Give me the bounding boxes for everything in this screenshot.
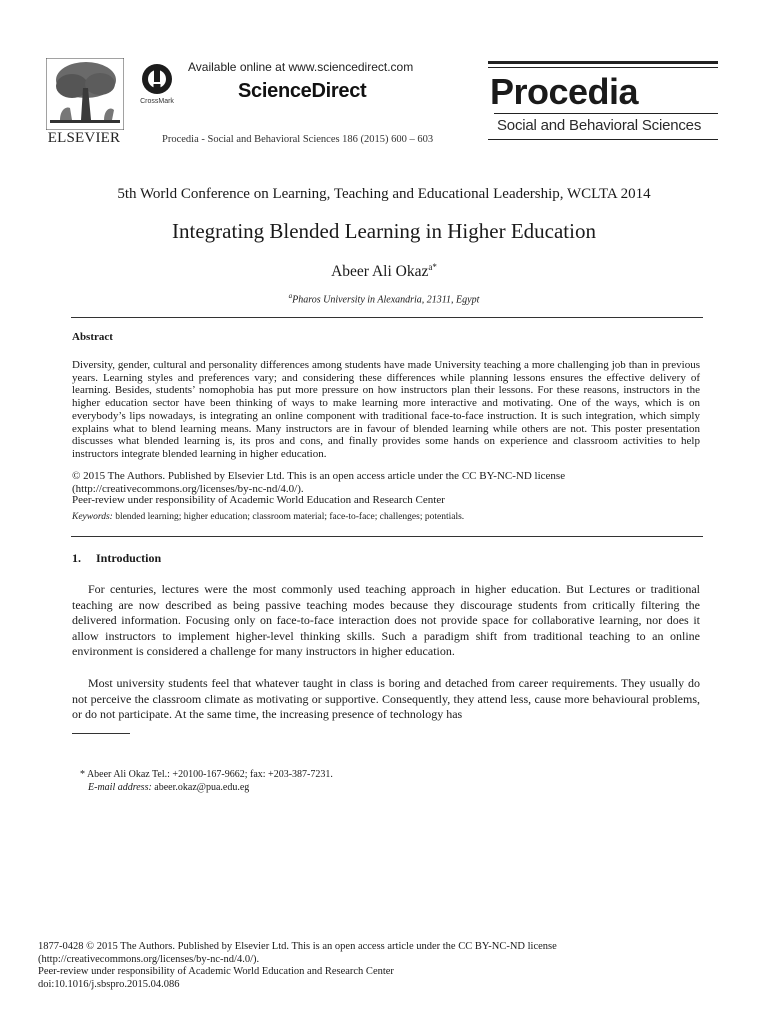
abstract-heading: Abstract [72, 331, 113, 343]
available-online-text: Available online at www.sciencedirect.com [188, 60, 414, 74]
journal-reference: Procedia - Social and Behavioral Sciences 186 (2015) 600 – 603 [162, 134, 434, 145]
footer-license-link[interactable]: (http://creativecommons.org/licenses/by-nc-nd/4.0/). [38, 953, 260, 965]
abstract-bottom-divider [71, 536, 703, 537]
footnote-divider [72, 733, 130, 734]
footer-doi[interactable]: doi:10.1016/j.sbspro.2015.04.086 [38, 978, 180, 990]
copyright-text: © 2015 The Authors. Published by Elsevier Ltd. This is an open access article under the CC BY-NC-ND license [72, 470, 566, 482]
section-number: 1. [72, 551, 81, 565]
intro-paragraph-2: Most university students feel that whatever taught in class is boring and detached from career requirements. They usually do not perceive the classroom climate as motivating or supportive. Consequently, they attend less, cause more behavioural problems, or do not participate. At the same time, the increasing presence of technology has [72, 676, 700, 722]
crossmark-badge[interactable] [134, 62, 180, 112]
procedia-top-thin-rule [488, 67, 718, 68]
affiliation-line [0, 292, 768, 305]
keywords-label: Keywords: [72, 512, 113, 522]
procedia-top-rule [488, 61, 718, 64]
footer-issn-line: 1877-0428 © 2015 The Authors. Published by Elsevier Ltd. This is an open access article under the CC BY-NC-ND license [38, 941, 557, 952]
affiliation-text: Pharos University in Alexandria, 21311, Egypt [292, 294, 480, 306]
procedia-mid-rule [494, 113, 718, 114]
conference-name: 5th World Conference on Learning, Teaching and Educational Leadership, WCLTA 2014 [117, 186, 651, 202]
section-title: Introduction [96, 551, 162, 565]
footer-peer-review: Peer-review under responsibility of Academic World Education and Research Center [38, 966, 394, 977]
procedia-bottom-rule [488, 139, 718, 140]
crossmark-label: CrossMark [140, 98, 174, 105]
affiliation-mark: a [288, 292, 293, 300]
elsevier-logo [38, 58, 130, 150]
intro-paragraph-1: For centuries, lectures were the most commonly used teaching approach in higher education. But Lectures or traditional teaching are now described as being passive teaching modes because they discourage students from critically filtering the delivered information. Focusing only on face-to-face interaction does not provide space for collaborative learning, nor does it allow instructors to implement higher-level thinking skills. Such a paradigm shift from traditional teaching to an online environment is considered a challenge for many instructors in higher education. [72, 582, 700, 659]
email-label: E-mail address: [88, 782, 152, 793]
article-title: Integrating Blended Learning in Higher Education [172, 219, 596, 243]
elsevier-tree-icon [46, 58, 124, 130]
procedia-title: Procedia [490, 71, 639, 112]
author-line [0, 262, 768, 281]
footnote-contact: * Abeer Ali Okaz Tel.: +20100-167-9662; fax: +203-387-7231. [80, 769, 333, 780]
abstract-copyright [72, 470, 700, 495]
abstract-body: Diversity, gender, cultural and personality differences among students have made University teaching a more challenging job than in previous years. Learning styles and preferences vary; and considering these differences while planning lessons ensures the effective delivery of learning. Besides, students’ nomophobia has put more pressure on how instructors plan their lessons. For these reasons, instructors in the higher education sector have been thinking of ways to make learning more interactive and motivating. One of the ways, which is on everybody’s lips nowadays, is integrating an online component with traditional face-to-face instruction. It is such integration, which simply explains what to blend learning means. Many instructors are in favour of blended learning while others are not. This poster presentation discusses what blended learning is, its pros and cons, and finally provides some hands on experience and classroom activities to help instructors integrate blended learning in higher education. [72, 359, 700, 460]
abstract-top-divider [71, 317, 703, 318]
author-footnote [80, 768, 333, 794]
keywords-line [72, 512, 464, 522]
email-address[interactable]: abeer.okaz@pua.edu.eg [154, 782, 250, 793]
author-name: Abeer Ali Okaz [331, 263, 429, 281]
author-marks: a* [428, 262, 437, 272]
license-link[interactable]: (http://creativecommons.org/licenses/by-nc-nd/4.0/). [72, 482, 304, 495]
keywords-list: blended learning; higher education; classroom material; face-to-face; challenges; potentials. [115, 512, 465, 522]
crossmark-icon [134, 62, 180, 98]
page-footer [38, 941, 557, 991]
peer-review-note: Peer-review under responsibility of Academic World Education and Research Center [72, 494, 445, 506]
procedia-subtitle: Social and Behavioral Sciences [497, 117, 702, 134]
section-heading-introduction [72, 551, 161, 566]
footnote-email-line [80, 781, 333, 794]
elsevier-wordmark: ELSEVIER [47, 130, 121, 146]
procedia-logo [488, 61, 718, 145]
sciencedirect-logo: ScienceDirect [238, 80, 367, 102]
